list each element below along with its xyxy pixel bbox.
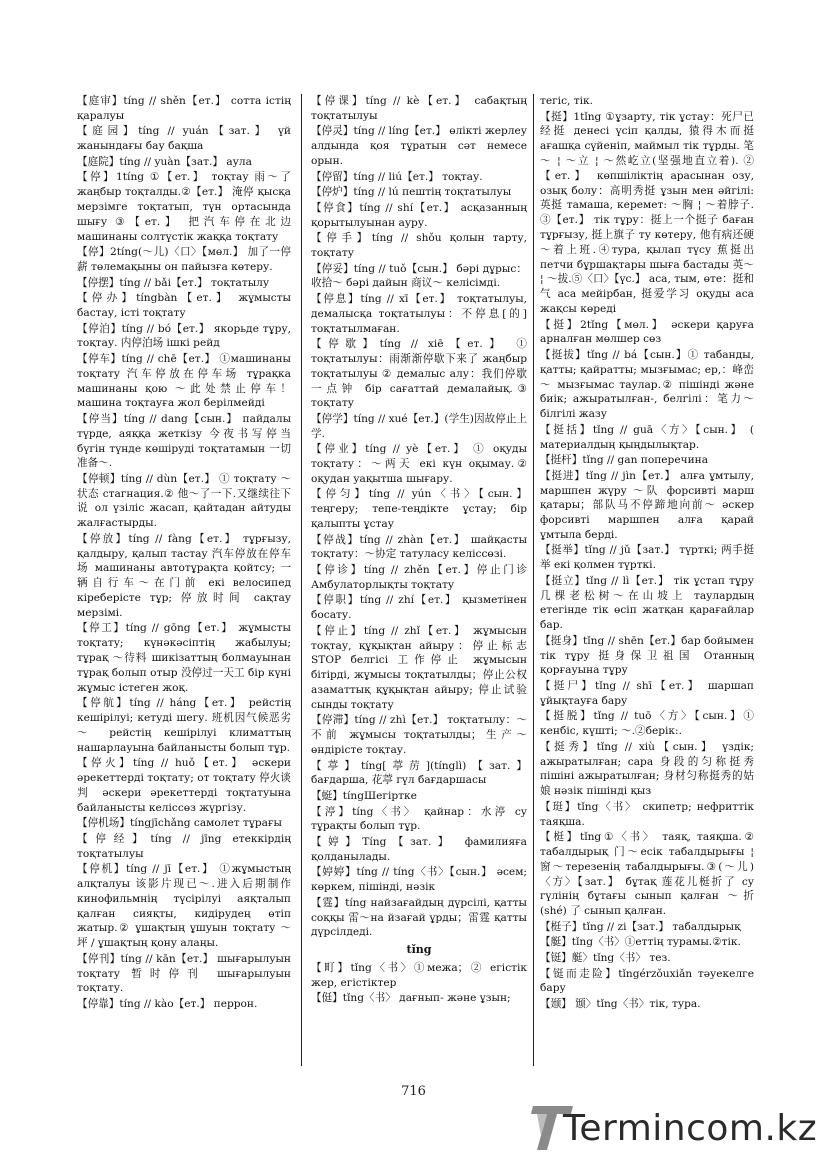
watermark-logo — [525, 1100, 818, 1160]
dictionary-entry: 【挺脱】tǐng // tuō〈方〉【сын.】① кенбіс, күшті; ～.②берік:. — [540, 710, 754, 738]
column-2 — [311, 94, 527, 1066]
dictionary-entry: 【停职】tíng // zhí【ет.】 қызметінен босату. — [311, 594, 527, 622]
dictionary-entry: 【停】2tíng(～儿)〈口〉【мөл.】 加了一停薪 төлемақыны он пайызға көтеру. — [77, 246, 291, 273]
column-3 — [540, 94, 754, 1066]
dictionary-entry: 【挺尸】tǐng // shī【ет.】 шаршап ұйықтауға бару — [540, 680, 754, 707]
dictionary-entry: 【停刊】tíng // kān【ет.】 шығарылуын тоқтату 暂时停刊 шығарылуын тоқтату. — [77, 952, 291, 995]
dictionary-entry: 【停止】tíng // zhǐ【ет.】 жұмысын тоқтау, құқықтан айыру：停止标志 STOP белгісі 工作停止 жұмысын бітірді, жұмысы тоқтатылды；停止公权 азаматтық құқықтан айыру; 停止试验 сынды тоқтату — [311, 624, 527, 711]
dictionary-entry: 【挺秀】tǐng // xiù【сын.】 үздік; ажыратылған; сара 身段的匀称挺秀 пішіні ажыратылған; 身材匀称挺秀的姑娘 нәзік пішінді қыз — [540, 740, 754, 798]
dictionary-entry: 【葶】tíng[葶苈](tínglì)【зат.】 бағдарша, 花葶 гүл бағдаршасы — [311, 759, 527, 787]
dictionary-entry: 【停经】tíng // jīng етеккірдің тоқтатылуы — [77, 832, 291, 860]
dictionary-entry: 【停滞】tíng // zhì【ет.】 тоқтатылу：～不前 жұмысы тоқтатылды；生产～ өндірісте тоқтау. — [311, 714, 527, 757]
dictionary-entry: 【铤而走险】tǐngérzǒuxiǎn тәуекелге бару — [540, 967, 754, 995]
dictionary-entry: 【停当】tíng // dang【сын.】 пайдалы түрде, аяққа жеткізу 今夜书写停当 бүгін түнде көшірудi тоқтатамын 一切准备～. — [77, 412, 291, 470]
dictionary-entry: 【停诊】tíng // zhěn【ет.】停止门诊 Амбулаторлықты тоқтату — [311, 564, 527, 591]
dictionary-entry: 【停】1tíng ①【ет.】 тоқтау 雨～了 жаңбыр тоқталды.②【ет.】 淹停 қысқа мерзімге тоқтатып, түн ортасында шығу ③【ет.】 把汽车停在北边 машинаны солтүстік жаққа тоқтату — [77, 171, 291, 243]
dictionary-entry: 【梃子】tǐng // zi【зат.】 табалдырық — [540, 920, 741, 933]
column-divider — [533, 94, 534, 1066]
dictionary-entry: 【停航】tíng // háng【ет.】 рейстің кешірілуі; кетуді шегу. 班机因气候恶劣～ рейстің кешірілуі климаттың нашарлауына байланысты болып тұр. — [77, 697, 291, 754]
dictionary-entry: 【蜓】tíngШегіртке — [311, 790, 417, 802]
dictionary-entry: 【挺杆】tǐng // gan поперечина — [540, 454, 709, 467]
dictionary-entry: 【停靠】tíng // kào【ет.】 перрон. — [77, 997, 258, 1010]
dictionary-entry: 【停工】tíng // gōng【ет.】 жұмысты тоқтату; күнәкәсіптің жабылуы; тұрақ ～待料 шикізаттың болмауынан тұрақ болып отыр 没停过一天工 бір күні жұмыс істеген жоқ. — [77, 622, 291, 694]
dictionary-entry: 【珽】tǐng〈书〉 скипетр; нефриттік таяқша. — [540, 800, 754, 828]
dictionary-entry: 【挺身】tǐng // shēn【ет.】бар бойымен тік тұру 挺身保卫祖国 Отанның қорғауына тұру — [540, 634, 754, 677]
column-divider — [301, 94, 302, 1066]
dictionary-entry: тегіс, тік. — [540, 95, 593, 107]
dictionary-entry: 【停火】tíng // huǒ【ет.】 әскери әрекеттерді тоқтату; от тоқтату 停火谈判 әскери әрекеттерді тоқтатуына байланысты келіссөз жүргізу. — [77, 757, 291, 814]
dictionary-entry: 【挺举】tǐng // jǔ【зат.】 түрткі; 两手挺举 екі қолмен түрткі. — [540, 544, 754, 572]
dictionary-entry: 【停课】tíng // kè【ет.】 сабақтың тоқтатылуы — [311, 95, 527, 122]
dictionary-entry: 【停办】tíngbàn【ет.】 жұмысты бастау, істі тоқтату — [77, 292, 291, 319]
dictionary-entry: 【挺】2tǐng【мөл.】 әскери қаруға арналған мөлшер сөз — [540, 318, 754, 346]
dictionary-entry: 【艇】tǐng〈书〉①еттің турамы.②тік. — [540, 936, 741, 949]
dictionary-entry: 【颋】 颋〉tǐng〈书〉тік, тура. — [540, 997, 701, 1010]
dictionary-entry: 【停摆】tíng // bǎi【ет.】 тоқтатылу — [77, 276, 270, 289]
dictionary-entry: 【梃】tǐng①〈书〉 таяқ, таяқша.② табалдырық 门～есік табалдырығы ¦ 窗～терезенің табалдырығы.③(～儿)〈方〉【зат.】 бұтақ 莲花儿梃折了 су гүлінің бұтағы сынып қалған ～折(shé) 了 сынып қалған. — [540, 831, 754, 918]
dictionary-entry: 【庭审】tíng // shěn【ет.】 сотта істің қаралуы — [77, 95, 291, 122]
dictionary-entry: 【停食】tíng // shí【ет.】 асқазанның қорытылуынан ауру. — [311, 201, 527, 229]
dictionary-entry: 【停炉】tíng // lú пештің тоқтатылуы — [311, 186, 512, 199]
dictionary-entry: 【町】tǐng〈书〉①межа；② егістік жер, егістіктер — [311, 961, 527, 989]
dictionary-entry: 【挺立】tǐng // lì【ет.】 тік ұстап тұру 几棵老松树～在山坡上 таулардың етегінде тік өсіп жатқан қарағайлар бар. — [540, 574, 754, 632]
dictionary-entry: 【挺拔】tǐng // bá【сын.】① табанды, қатты; қайратты; мызғымас; ер,：峰峦～ мызғымас таулар.② пішінді және биік; ажыратылған-, белгілі：笔力～ білгілі жазу — [540, 348, 754, 421]
page-number: 716 — [401, 1084, 426, 1099]
dictionary-entry: 【停放】tíng // fàng【ет.】 тұрғызу, қалдыру, қалып тастау 汽车停放在停车场 машинаны автотұрақта қойтсу; 一辆自行车～在门前 екі велосипед кіреберісте тұр; 停放时间 сақтау мерзімі. — [77, 532, 291, 619]
dictionary-entry: 【挺进】tǐng // jìn【ет.】 алға ұмтылу, маршпен жүру ～队 форсивті марш қатары；部队马不停蹄地向前～ әскер форсивті маршпен алға қарай ұмтыла берді. — [540, 469, 754, 541]
dictionary-entry: 【停手】tíng // shǒu қолын тарту, тоқтату — [311, 232, 527, 259]
dictionary-entry: 【停息】tíng // xī【ет.】 тоқтатылуы, демалысқа тоқтатылуы：不停息[的] тоқтатылмаған. — [311, 292, 527, 335]
dictionary-entry: 【停灵】tíng // líng【ет.】 өлікті жерлеу алдында қоя тұратын сәт немесе орын. — [311, 125, 527, 167]
dictionary-entry: 【挺】1tǐng ①ұзарту, тік ұстау：死尸已经挺 денесі үсіп қалды, 猿得木而挺 ағашқа сүйеніп, маймыл тік тұрды. 笔～ ¦ ～立 ¦ ～然屹立(坚强地直立着). ②【ет.】 көпшіліктің арасынан озу, озық болу：高明秀挺 ұзын мен әйгілі: 英挺 тамаша, керемет: ～胸 ¦ ～着脖子. ③【ет.】 тік тұру：挺上一个挺子 баған тұрғызу, 挺上旗子 ту көтеру, 他有病还硬～着上班.④тура, қылап түсу 蕉挺出 петчи бұршақтары шыға бастады 英～ ¦ ～拔.⑤〈口〉【үс.】 аса, тым, өте：挺和气 аса мейірбан, 挺爱学习 оқуды аса жақсы көреді — [540, 110, 754, 315]
dictionary-entry: 【婷婷】tíng // tíng〈书〉【сын.】 әсем; көркем, пішінді, нәзік — [311, 866, 527, 894]
dictionary-entry: 【停歇】tíng // xiē【ет.】 ① тоқтатылуы：雨渐渐停歇下来了 жаңбыр тоқтатылуы ② демалыс алу：我们停歇一点钟 бір сағаттай демалайық.③ тоқтату — [311, 338, 527, 410]
dictionary-entry: 【停泊】tíng // bó【ет.】 якорьде тұру, тоқтау. 内停泊场 ішкі рейд — [77, 322, 291, 350]
watermark-text: Termincom.kz — [563, 1108, 818, 1149]
dictionary-entry: 【停业】tíng // yè【ет.】 ① оқуды тоқтату：～两天 екі күн оқымау.② оқудан уақытша шығару. — [311, 443, 527, 485]
dictionary-entry: 【停战】tíng // zhàn【ет.】 шайқасты тоқтату：～协定 татуласу келіссөзі. — [311, 533, 527, 561]
dictionary-entry: 【庭院】tíng // yuàn【зат.】 аула — [77, 155, 252, 168]
dictionary-entry: 【渟】tíng〈书〉 қайнар：水渟 су тұрақты болып тұр. — [311, 805, 527, 833]
section-heading: tǐng — [406, 943, 432, 957]
column-1 — [77, 94, 291, 1066]
dictionary-entry: 【停机场】tíngjīchǎng самолет тұрағы — [77, 817, 282, 830]
dictionary-entry: 【停妥】tíng // tuǒ【сын.】 бәрі дұрыс：收拾～ бәрі дайын 商议～ келісімді. — [311, 262, 527, 290]
dictionary-entry: 【婷】Tíng【зат.】 фамилияға қолданылады. — [311, 835, 527, 863]
dictionary-entry: 【庭园】tíng // yuán【зат.】 үй жанындағы бау бақша — [77, 125, 291, 153]
dictionary-entry: 【铤】艇〉tǐng〈书〉 тез. — [540, 951, 671, 964]
dictionary-entry: 【停机】tíng // jī【ет.】 ①жұмыстың алқталуы 该影片现已～.进入后期制作 кинофильмнің түсірілуі аяқталып қалған сияқты, кидірудең өтіп жатыр.② ұшақтың ұшуын тоқтату ～坪 / ұшақтың қону алаңы. — [77, 863, 291, 950]
dictionary-entry: 【停学】tíng // xué【ет.】(学生)因故停止上学. — [311, 412, 527, 440]
dictionary-entry: 【霆】tíng найзағайдың дүрсілі, қатты соққы 雷～на йзағай ұрды；雷霆 қатты дүрсілдеді. — [311, 896, 527, 939]
dictionary-entry: 【停留】tíng // liú【ет.】 тоқтау. — [311, 170, 483, 183]
dictionary-entry: 【侹】tǐng〈书〉 дағнып- және ұзын; — [311, 992, 511, 1005]
dictionary-entry: 【停顿】tíng // dùn【ет.】 ① тоқтату ～状态 стагнация.② 他～了一下.又继续往下说 ол үзіліс жасап, қайтадан айтуды жалғастырды. — [77, 472, 291, 530]
dictionary-entry: 【停车】tíng // chē【ет.】 ①машинаны тоқтату 汽车停放在停车场 тұрақка машинаны қою ～此处禁止停车！ машина тоқтауға жол берілмейді — [77, 352, 291, 410]
dictionary-entry: 【停匀】tíng // yún〈书〉【сын.】 теңгеру; тепе-теңдікте ұстау; бір қалыпты ұстау — [311, 488, 527, 531]
dictionary-entry: 【挺括】tǐng // guā〈方〉【сын.】 ( материалдың қыңдылықтар. — [540, 423, 754, 451]
